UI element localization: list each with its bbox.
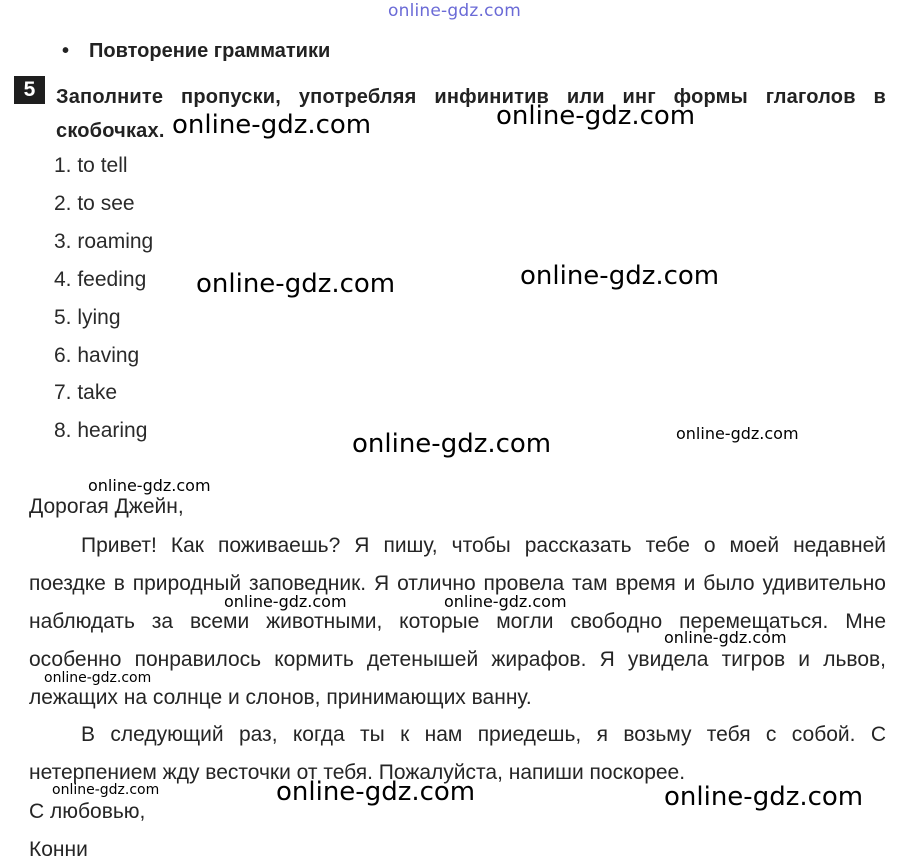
answer-item: 3. roaming xyxy=(54,230,154,253)
answer-item: 5. lying xyxy=(54,306,121,329)
watermark-text: online-gdz.com xyxy=(664,628,787,647)
watermark-text: online-gdz.com xyxy=(44,670,152,686)
task-number-badge: 5 xyxy=(14,76,45,104)
bullet-icon: • xyxy=(62,40,70,62)
watermark-text: online-gdz.com xyxy=(664,782,864,812)
watermark-text: online-gdz.com xyxy=(276,777,476,807)
letter-paragraph-1: Привет! Как поживаешь? Я пишу, чтобы рассказать тебе о моей недавней поездке в природный заповедник. Я отлично провела там время и было удивительно наблюдать за всеми животными, которые могли свободно перемещаться. Мне особенно понравилось кормить детенышей жирафов. Я увидела тигров и львов, лежащих на солнце и слонов, принимающих ванну. xyxy=(29,534,886,709)
watermark-text: online-gdz.com xyxy=(444,592,567,611)
answer-item: 6. having xyxy=(54,344,140,367)
watermark-text: online-gdz.com xyxy=(520,261,720,291)
watermark-text: online-gdz.com xyxy=(676,424,799,443)
watermark-text: online-gdz.com xyxy=(352,429,552,459)
watermark-text: online-gdz.com xyxy=(172,110,372,140)
letter-closing: С любовью, xyxy=(29,800,146,823)
watermark-text: online-gdz.com xyxy=(224,592,347,611)
answer-item: 4. feeding xyxy=(54,268,147,291)
section-heading xyxy=(62,40,330,63)
letter-greeting: Дорогая Джейн, xyxy=(29,495,184,518)
letter-signature: Конни xyxy=(29,838,88,861)
answer-item: 2. to see xyxy=(54,192,135,215)
answer-item: 8. hearing xyxy=(54,419,148,442)
task-instruction: Заполните пропуски, употребляя инфинитив или инг формы глаголов в скобочках. xyxy=(56,86,886,142)
watermark-text: online-gdz.com xyxy=(196,269,396,299)
watermark-text: online-gdz.com xyxy=(88,476,211,495)
watermark-text: online-gdz.com xyxy=(496,101,696,131)
answer-item: 7. take xyxy=(54,381,118,404)
top-watermark: online-gdz.com xyxy=(388,1,522,21)
section-heading-text: Повторение грамматики xyxy=(89,40,331,62)
watermark-text: online-gdz.com xyxy=(52,782,160,798)
answer-item: 1. to tell xyxy=(54,154,128,177)
letter-paragraph-2: В следующий раз, когда ты к нам приедешь, я возьму тебя с собой. С нетерпением жду весточки от тебя. Пожалуйста, напиши поскорее. xyxy=(29,723,886,784)
